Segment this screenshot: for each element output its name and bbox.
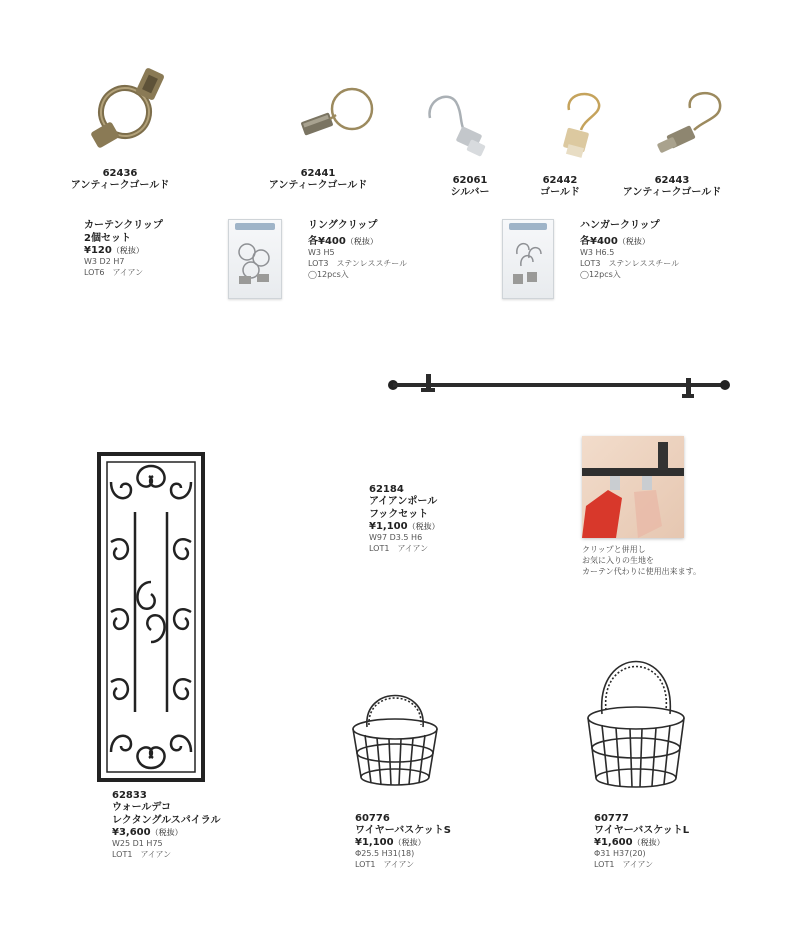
wall-deco-image [97,452,205,782]
product-price: 各¥400（税抜） [308,236,378,247]
product-color: ゴールド [540,187,580,198]
product-size: Φ25.5 H31(18) [355,849,415,858]
product-code: 62443 [654,175,690,186]
product-lot: LOT1 アイアン [369,544,429,553]
hanger-clip-details [580,219,679,280]
product-price: 各¥400（税抜） [580,236,650,247]
product-code: 60776 [355,813,390,824]
pole-with-fabric-illustration [582,436,684,538]
product-name: ウォールデコ [112,802,171,813]
product-size: Φ31 H37(20) [594,849,646,858]
ring-clip-image [290,85,390,145]
product-lot: LOT3 ステンレススチール [308,259,408,268]
product-label-62061 [420,175,520,199]
product-price: ¥1,100（税抜） [355,837,426,848]
product-code: 62436 [102,168,138,179]
product-label-62436 [60,168,180,192]
product-name-sub: フックセット [369,509,429,520]
gold-hanger-hook-image [555,88,615,168]
product-price: ¥1,100（税抜） [369,521,440,532]
wire-basket-l-details [594,813,689,870]
packaged-clips-icon [233,236,277,294]
product-code: 62184 [369,484,404,495]
product-lot: LOT1 アイアン [355,860,415,869]
product-size: W3 D2 H7 [84,257,125,266]
product-name: ワイヤーバスケットS [355,825,451,836]
product-color: アンティークゴールド [70,180,170,191]
product-name: ハンガークリップ [580,220,660,231]
hanger-clip-package-image [502,219,554,299]
product-code: 62833 [112,790,147,801]
product-lot: LOT6 アイアン [84,268,144,277]
product-color: シルバー [450,187,490,198]
product-code: 62442 [542,175,578,186]
ring-clip-package-image [228,219,282,299]
product-label-62443 [612,175,732,199]
product-code: 62441 [300,168,336,179]
product-code: 60777 [594,813,629,824]
product-name: アイアンポール [369,496,438,507]
product-color: アンティークゴールド [622,187,722,198]
product-name: ワイヤーバスケットL [594,825,690,836]
product-size: W3 H5 [308,248,335,257]
wire-basket-l-image [580,648,695,798]
product-lot: LOT3 ステンレススチール [580,259,680,268]
iron-pole-details [369,484,440,554]
product-quantity: ◯12pcs入 [308,270,349,279]
package-tag [509,223,547,230]
product-name: リングクリップ [308,220,378,231]
usage-photo [582,436,684,538]
product-code: 62061 [452,175,488,186]
product-price: ¥120（税抜） [84,245,144,256]
product-name: カーテンクリップ [84,220,163,231]
iron-pole-image [385,370,735,410]
product-quantity: ◯12pcs入 [580,270,621,279]
ring-clip-details [308,219,407,280]
packaged-hooks-icon [507,236,549,294]
package-tag [235,223,275,230]
product-price: ¥3,600（税抜） [112,827,183,838]
product-size: W3 H6.5 [580,248,615,257]
product-name-sub: 2個セット [84,233,131,244]
product-label-62442 [520,175,600,199]
product-name-sub: レクタングルスパイラル [112,815,221,826]
product-lot: LOT1 アイアン [594,860,654,869]
silver-hanger-hook-image [420,90,490,165]
product-size: W25 D1 H75 [112,839,163,848]
product-size: W97 D3.5 H6 [369,533,423,542]
product-lot: LOT1 アイアン [112,850,172,859]
curtain-clip-details [84,219,163,278]
curtain-clip-image [85,62,185,162]
product-price: ¥1,600（税抜） [594,837,665,848]
product-color: アンティークゴールド [268,180,368,191]
wall-deco-details [112,790,221,860]
product-label-62441 [258,168,378,192]
wire-basket-s-image [345,665,445,795]
antique-gold-hanger-hook-image [650,88,730,168]
usage-caption: クリップと併用し お気に入りの生地を カーテン代わりに使用出来ます。 [582,545,701,576]
wire-basket-s-details [355,813,451,870]
